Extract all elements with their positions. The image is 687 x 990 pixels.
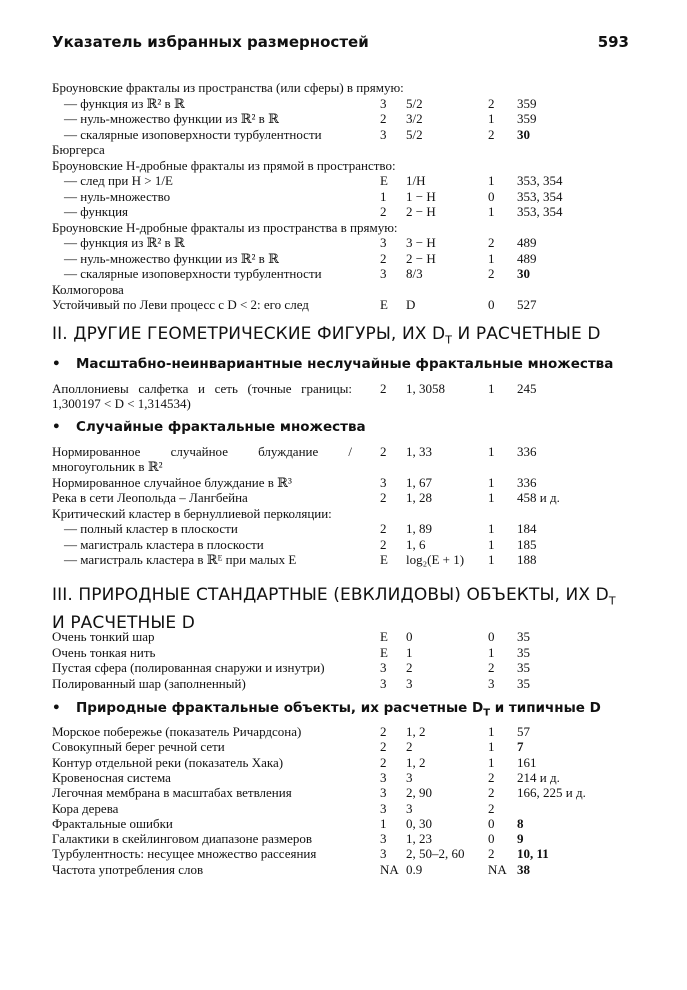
cell-c3: 2 (488, 800, 495, 816)
cell-c1: 2 (380, 111, 387, 126)
row-label: — функция из ℝ² в ℝ (64, 235, 185, 250)
cell-c3: 2 (488, 235, 495, 250)
cell-c2: 1/H (406, 173, 426, 188)
row-label: Устойчивый по Леви процесс с D < 2: его след (52, 297, 309, 312)
row-label: — след при H > 1/E (64, 173, 173, 188)
cell-c2: 1 − H (406, 188, 436, 204)
row-label: — скалярные изоповерхности турбулентности (64, 126, 322, 142)
row-label: Колмогорова (52, 281, 124, 297)
book-page: Указатель избранных размерностей 593 Броуновские фракталы из пространства (или сферы) в прямую: — функция из ℝ² в ℝ 3 5/2 2 359 — нуль-множество функции из ℝ² в ℝ 2 3/2 1 359 — скалярные изоповерхности турбулентности 3 5/2 2 30 Бюргерса Броуновские H-дробные фракталы из прямой в пространство: — след при H > 1/E E 1/H 1 353, 354 — нуль-множество 1 1 − H 0 353, 354 — функция 2 2 − H 1 353, 354 Броуновские H-дробные фракталы из пространства в прямую: — функция из ℝ² в ℝ 3 3 − H 2 489 — нуль-множество функции из ℝ² в ℝ 2 2 − H 1 489 — скалярные изоповерхности турбулентности 3 8/3 2 30 Колмогорова Устойчивый по Леви процесс с D < 2: его след E D 0 527 II. ДРУГИЕ ГЕОМЕТРИЧЕСКИЕ ФИГУРЫ, ИХ $D_T$ И РАСЧЕТНЫЕ D • Масштабно-неинвариантные неслучайные фрактальные множества Аполлониевы салфетка и сеть (точные границы: 1,300197 < D < 1,314534) 2 1, 3058 1 245 • Случайные фрактальные множества Нормированное случайное блуждание / многоугольник в ℝ² 2 1, 33 1 336 Нормированное случайное блуждание в ℝ³ 3 1, 67 1 336 Река в сети Леопольда – Лангбейна 2 1, 28 1 458 и д. Критический кластер в бернуллиевой перколяции: — полный кластер в плоскости 2 1, 89 1 184 — магистраль кластера в плоскости 2 1, 6 1 185 — магистраль кластера в ℝᴱ при малых E E log₂(E + 1) 1 188 III. ПРИРОДНЫЕ СТАНДАРТНЫЕ (ЕВКЛИДОВЫ) ОБЪЕКТЫ, ИХ $D_T$ И РАСЧЕТНЫЕ D Очень тонкий шар E 0 0 35 Очень тонкая нить E 1 1 35 Пустая сфера (полированная снаружи и изнутри) 3 2 2 35 Полированный шар (заполненный) 3 3 3 35 • Природные фрактальные объекты, их расчетные $D_T$ и типичные D Морское побережье (показатель Ричардсона) 2 1, 2 1 57 Совокупный берег речной сети 2 2 1 7 Контур отдельной реки (показатель Хака) 2 1, 2 1 161 Кровеносная система 3 3 2 214 и д. Легочная мембрана в масштабах ветвления 3 2, 90 2 166, 225 и д. Кора дерева 3 3 2 Фрактальные ошибки 1 0, 30 0 8 Галактики в скейлинговом диапазоне размеров 3 1, 23 0 9 Турбулентность: несущее множество рассеяния 3 2, 50–2, 60 2 10, 11 Частота употребления слов NA 0.9 NA 38 (0, 0, 687, 990)
cell-c2: 2 (406, 739, 413, 755)
cell-c1: E (380, 552, 388, 567)
cell-c2: 3/2 (406, 111, 423, 126)
cell-c1: E (380, 644, 388, 660)
cell-c2: D (406, 297, 416, 312)
cell-c2: 3 − H (406, 235, 436, 250)
cell-c3: 1 (488, 111, 495, 126)
cell-c3: 0 (488, 815, 495, 831)
cell-c1: 3 (380, 846, 387, 862)
cell-c3: 2 (488, 846, 495, 862)
cell-c4: 35 (517, 675, 530, 691)
cell-c4: 353, 354 (517, 204, 563, 219)
cell-c2: 2, 50–2, 60 (406, 846, 465, 862)
cell-c4: 188 (517, 552, 537, 567)
cell-c2: 1, 89 (406, 521, 432, 536)
cell-c3: NA (488, 861, 507, 877)
row-label: Совокупный берег речной сети (52, 739, 225, 755)
row-label: Бюргерса (52, 142, 105, 157)
cell-c1: 3 (380, 831, 387, 847)
cell-c3: 0 (488, 188, 495, 204)
row-label: Аполлониевы салфетка и сеть (точные границы: 1,300197 < D < 1,314534) (52, 381, 352, 411)
row-label: — магистраль кластера в ℝᴱ при малых E (64, 552, 297, 567)
cell-c4: 489 (517, 250, 537, 266)
cell-c3: 1 (488, 644, 495, 660)
row-label: Галактики в скейлинговом диапазоне размеров (52, 831, 312, 847)
cell-c4: 353, 354 (517, 188, 563, 204)
cell-c4: 161 (517, 754, 537, 770)
cell-c3: 1 (488, 173, 495, 188)
cell-c2: 1, 6 (406, 536, 426, 552)
row-label: Полированный шар (заполненный) (52, 675, 246, 691)
cell-c2: 2 (406, 660, 413, 675)
cell-c4: 10, 11 (517, 846, 549, 862)
cell-c1: 3 (380, 266, 387, 281)
running-header (52, 33, 635, 57)
row-label: Нормированное случайное блуждание / многоугольник в ℝ² (52, 444, 352, 474)
cell-c2: 2 − H (406, 250, 436, 266)
table-row: Аполлониевы салфетка и сеть (точные границы: 1,300197 < D < 1,314534) 2 1, 3058 1 245 (52, 381, 537, 411)
cell-c3: 0 (488, 297, 495, 312)
row-label: — нуль-множество (64, 188, 171, 204)
cell-c2: log₂(E + 1) (406, 552, 465, 567)
cell-c4: 30 (517, 266, 530, 281)
cell-c4: 359 (517, 95, 537, 111)
row-label: — полный кластер в плоскости (64, 521, 238, 536)
row-label: Пустая сфера (полированная снаружи и изнутри) (52, 660, 325, 675)
cell-c4: 38 (517, 861, 530, 877)
cell-c1: 3 (380, 769, 387, 785)
cell-c3: 1 (488, 739, 495, 755)
cell-c4: 7 (517, 739, 524, 755)
row-label: Кровеносная система (52, 769, 171, 785)
cell-c1: 2 (380, 490, 387, 505)
row-label: — функция из ℝ² в ℝ (64, 95, 185, 111)
cell-c3: 2 (488, 769, 495, 785)
row-label: — скалярные изоповерхности турбулентности (64, 266, 322, 281)
cell-c4: 527 (517, 297, 537, 312)
cell-c3: 1 (488, 490, 495, 505)
cell-c1: 2 (380, 536, 387, 552)
row-label: Легочная мембрана в масштабах ветвления (52, 785, 292, 801)
cell-c2: 0 (406, 629, 413, 644)
row-label: Броуновские фракталы из пространства (или сферы) в прямую: (52, 80, 404, 95)
cell-c2: 1, 67 (406, 474, 432, 490)
cell-c3: 1 (488, 521, 495, 536)
cell-c2: 2, 90 (406, 785, 432, 801)
row-label: Частота употребления слов (52, 861, 204, 877)
row-label: Турбулентность: несущее множество рассеяния (52, 846, 317, 862)
cell-c4: 8 (517, 815, 524, 831)
page-number: 593 (597, 33, 629, 51)
row-label: — функция (64, 204, 129, 219)
cell-c2: 0, 30 (406, 815, 432, 831)
cell-c1: 2 (380, 444, 387, 459)
cell-c3: 2 (488, 95, 495, 111)
cell-c2: 1, 23 (406, 831, 432, 847)
row-label: Нормированное случайное блуждание в ℝ³ (52, 474, 292, 490)
cell-c2: 3 (406, 675, 413, 691)
cell-c4: 35 (517, 660, 530, 675)
row-label: Река в сети Леопольда – Лангбейна (52, 490, 248, 505)
section-2-heading: II. ДРУГИЕ ГЕОМЕТРИЧЕСКИЕ ФИГУРЫ, ИХ $D_T$ И РАСЧЕТНЫЕ D (52, 324, 601, 347)
header-title: Указатель избранных размерностей (52, 33, 369, 51)
cell-c3: 1 (488, 536, 495, 552)
cell-c3: 0 (488, 831, 495, 847)
cell-c1: 3 (380, 785, 387, 801)
cell-c1: 3 (380, 474, 387, 490)
cell-c4: 458 и д. (517, 490, 560, 505)
cell-c1: NA (380, 861, 399, 877)
cell-c4: 353, 354 (517, 173, 563, 188)
cell-c4: 35 (517, 629, 530, 644)
row-label: Кора дерева (52, 800, 119, 816)
cell-c1: E (380, 173, 388, 188)
cell-c2: 0.9 (406, 861, 423, 877)
row-label: Броуновские H-дробные фракталы из прямой в пространство: (52, 157, 396, 173)
cell-c4: 9 (517, 831, 524, 847)
cell-c4: 185 (517, 536, 537, 552)
row-label: Очень тонкий шар (52, 629, 155, 644)
cell-c1: 1 (380, 188, 387, 204)
cell-c1: 2 (380, 204, 387, 219)
cell-c1: 2 (380, 521, 387, 536)
row-label: Морское побережье (показатель Ричардсона) (52, 724, 302, 739)
row-label: — нуль-множество функции из ℝ² в ℝ (64, 250, 279, 266)
cell-c2: 8/3 (406, 266, 423, 281)
cell-c3: 2 (488, 266, 495, 281)
cell-c4: 184 (517, 521, 537, 536)
row-label: — нуль-множество функции из ℝ² в ℝ (64, 111, 279, 126)
cell-c3: 1 (488, 444, 495, 459)
cell-c4: 35 (517, 644, 530, 660)
cell-c1: 2 (380, 754, 387, 770)
cell-c2: 5/2 (406, 126, 423, 142)
cell-c1: 3 (380, 660, 387, 675)
cell-c2: 3 (406, 769, 413, 785)
cell-c2: 1 (406, 644, 413, 660)
cell-c3: 2 (488, 785, 495, 801)
cell-c1: 2 (380, 250, 387, 266)
row-label: — магистраль кластера в плоскости (64, 536, 264, 552)
cell-c1: 2 (380, 724, 387, 739)
cell-c3: 0 (488, 629, 495, 644)
cell-c4: 57 (517, 724, 530, 739)
cell-c2: 3 (406, 800, 413, 816)
cell-c4: 166, 225 и д. (517, 785, 586, 801)
cell-c4: 489 (517, 235, 537, 250)
cell-c2: 1, 2 (406, 724, 426, 739)
cell-c4: 30 (517, 126, 530, 142)
row-label: Критический кластер в бернуллиевой перколяции: (52, 505, 332, 521)
cell-c1: 3 (380, 126, 387, 142)
cell-c1: 3 (380, 675, 387, 691)
cell-c3: 2 (488, 126, 495, 142)
cell-c4: 214 и д. (517, 769, 560, 785)
cell-c3: 1 (488, 552, 495, 567)
row-label: Броуновские H-дробные фракталы из пространства в прямую: (52, 219, 398, 235)
row-label: Очень тонкая нить (52, 644, 156, 660)
cell-c2: 5/2 (406, 95, 423, 111)
row-label: Контур отдельной реки (показатель Хака) (52, 754, 284, 770)
cell-c4: 359 (517, 111, 537, 126)
cell-c1: 3 (380, 235, 387, 250)
cell-c3: 1 (488, 754, 495, 770)
section-3-heading: III. ПРИРОДНЫЕ СТАНДАРТНЫЕ (ЕВКЛИДОВЫ) ОБЪЕКТЫ, ИХ $D_T$ И РАСЧЕТНЫЕ D (52, 585, 616, 634)
cell-c3: 2 (488, 660, 495, 675)
cell-c2: 1, 28 (406, 490, 432, 505)
cell-c4: 336 (517, 444, 537, 459)
cell-c1: E (380, 629, 388, 644)
cell-c3: 1 (488, 724, 495, 739)
cell-c2: 1, 33 (406, 444, 432, 459)
cell-c3: 1 (488, 250, 495, 266)
cell-c3: 3 (488, 675, 495, 691)
cell-c4: 336 (517, 474, 537, 490)
cell-c3: 1 (488, 204, 495, 219)
cell-c1: E (380, 297, 388, 312)
cell-c3: 1 (488, 474, 495, 490)
cell-c2: 1, 2 (406, 754, 426, 770)
cell-c1: 3 (380, 800, 387, 816)
cell-c2: 2 − H (406, 204, 436, 219)
cell-c1: 3 (380, 95, 387, 111)
row-label: Фрактальные ошибки (52, 815, 173, 831)
cell-c1: 2 (380, 739, 387, 755)
cell-c1: 1 (380, 815, 387, 831)
